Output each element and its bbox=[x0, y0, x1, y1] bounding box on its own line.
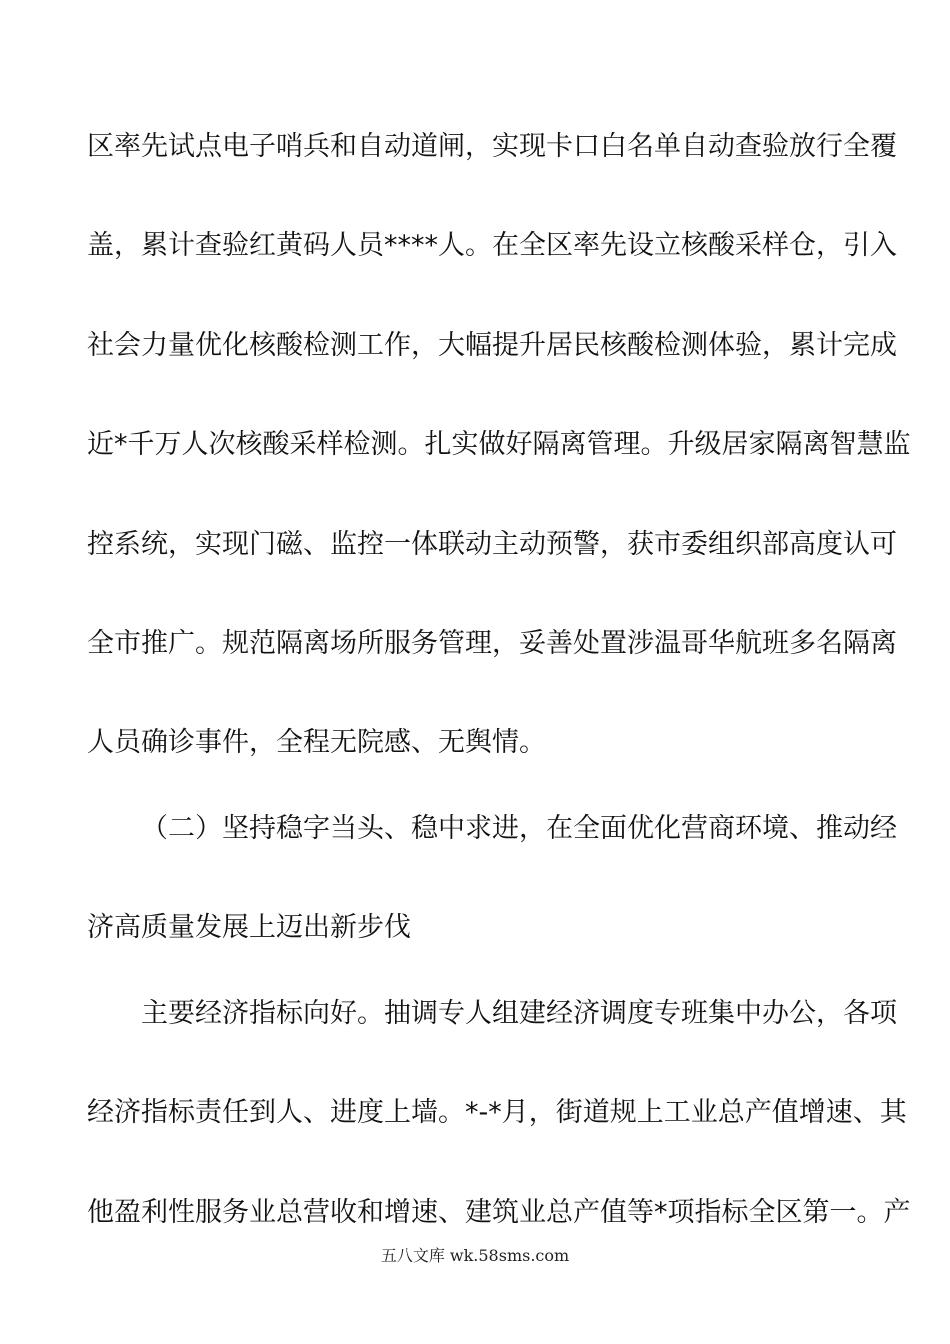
body-text-line: 区率先试点电子哨兵和自动道闸，实现卡口白名单自动查验放行全覆 bbox=[87, 131, 897, 162]
body-text-line: 人员确诊事件，全程无院感、无舆情。 bbox=[87, 727, 546, 758]
body-text-line: 社会力量优化核酸检测工作，大幅提升居民核酸检测体验，累计完成 bbox=[87, 330, 897, 361]
body-text-line: 他盈利性服务业总营收和增速、建筑业总产值等*项指标全区第一。产 bbox=[87, 1197, 911, 1228]
body-text-line: 近*千万人次核酸采样检测。扎实做好隔离管理。升级居家隔离智慧监 bbox=[87, 429, 911, 460]
body-text-line: 盖，累计查验红黄码人员****人。在全区率先设立核酸采样仓，引入 bbox=[87, 230, 897, 261]
page-footer-watermark: 五八文库 wk.58sms.com bbox=[380, 1246, 570, 1265]
section-heading-line: 济高质量发展上迈出新步伐 bbox=[87, 912, 411, 943]
body-text-line: 全市推广。规范隔离场所服务管理，妥善处置涉温哥华航班多名隔离 bbox=[87, 628, 897, 659]
body-text-line: 主要经济指标向好。抽调专人组建经济调度专班集中办公，各项 bbox=[141, 998, 897, 1029]
body-text-line: 经济指标责任到人、进度上墙。*-*月，街道规上工业总产值增速、其 bbox=[87, 1097, 907, 1128]
body-text-line: 控系统，实现门磁、监控一体联动主动预警，获市委组织部高度认可 bbox=[87, 529, 897, 560]
section-heading-line: （二）坚持稳字当头、稳中求进，在全面优化营商环境、推动经 bbox=[141, 813, 897, 844]
